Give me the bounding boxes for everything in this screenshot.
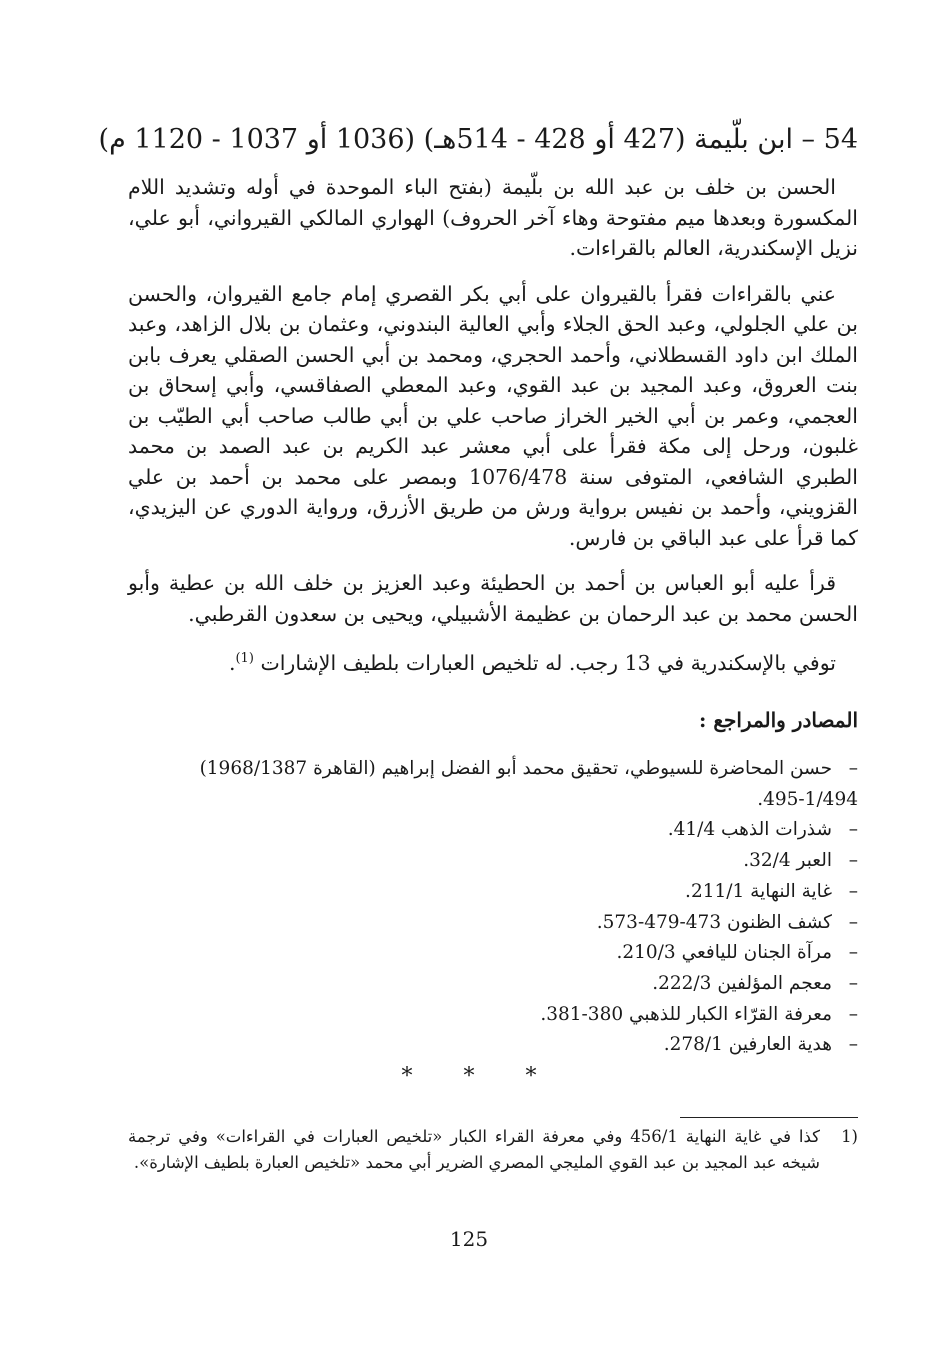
- source-text: العبر 32/4.: [743, 850, 832, 872]
- source-text: كشف الظنون 473-479-573.: [596, 911, 832, 933]
- list-dash: –: [848, 880, 858, 902]
- source-text: معجم المؤلفين 222/3.: [652, 972, 832, 994]
- source-text: شذرات الذهب 41/4.: [667, 819, 832, 841]
- separator-star: *: [463, 1064, 475, 1089]
- paragraph-end-mark: .: [228, 650, 236, 675]
- source-text: معرفة القرّاء الكبار للذهبي 380-381.: [540, 1003, 832, 1025]
- list-dash: –: [848, 972, 858, 994]
- sources-heading: المصادر والمراجع :: [699, 708, 858, 732]
- separator-star: *: [401, 1064, 413, 1089]
- source-text: مرآة الجنان لليافعي 210/3.: [616, 942, 832, 964]
- paragraph-name-and-nisba: الحسن بن خلف بن عبد الله بن بلّيمة (بفتح الباء الموحدة في أوله وتشديد اللام المكسورة وبعدها ميم مفتوحة وهاء آخر الحروف) الهواري المالكي القيرواني، أبو علي، نزيل الإسكندرية، العالم بالقراءات.: [128, 175, 858, 260]
- page-number: 125: [449, 1227, 489, 1251]
- list-dash: –: [848, 1034, 858, 1056]
- footnote-reference[interactable]: (1): [235, 651, 254, 666]
- paragraph-death-and-works: [128, 644, 858, 678]
- source-text: هدية العارفين 278/1.: [663, 1034, 832, 1056]
- list-dash: –: [848, 911, 858, 933]
- source-item: [138, 1030, 858, 1061]
- list-dash: –: [848, 942, 858, 964]
- source-item: [138, 969, 858, 1000]
- section-separator: [0, 1064, 938, 1089]
- paragraph-teachers: عني بالقراءات فقرأ بالقيروان على أبي بكر القصري إمام جامع القيروان، والحسن بن علي الجلولي، وعبد الحق الجلاء وأبي العالية البندوني، وعثمان بن بلال الزاهد، وعبد الملك ابن داود القسطلاني، وأحمد الحجري، ومحمد بن أبي الحسن الصقلي يعرف بابن بنت العروق، وعبد المجيد بن عبد القوي، وعبد المعطي الصفاقسي، وأبي إسحاق بن العجمي، وعمر بن أبي الخير الخراز صاحب علي بن أبي طالب صاحب أبي الطيّب بن غلبون، ورحل إلى مكة فقرأ على أبي معشر عبد الكريم بن عبد الصمد بن محمد الطبري الشافعي، المتوفى سنة 1076/478 وبمصر على محمد بن أحمد بن علي القزويني، وأحمد بن نفيس برواية ورش من طريق الأزرق، ورواية الدوري عن اليزيدي، كما قرأ على عبد الباقي بن فارس.: [128, 281, 858, 550]
- paragraph-students: قرأ عليه أبو العباس بن أحمد بن الحطيئة وعبد العزيز بن خلف الله بن عطية وأبو الحسن محمد بن عبد الرحمان بن عظيمة الأشبيلي، ويحيى بن سعدون القرطبي.: [128, 571, 858, 626]
- list-dash: –: [848, 758, 858, 779]
- list-dash: –: [848, 850, 858, 872]
- list-dash: –: [848, 819, 858, 841]
- footnote: [128, 1124, 858, 1176]
- sources-list: [138, 754, 858, 1061]
- entry-body: [128, 172, 858, 693]
- list-dash: –: [848, 1003, 858, 1025]
- footnote-divider: [680, 1117, 858, 1118]
- death-text: توفي بالإسكندرية في 13 رجب. له تلخيص العبارات بلطيف الإشارات: [260, 650, 836, 675]
- footnote-text: كذا في غاية النهاية 456/1 وفي معرفة القراء الكبار «تلخيص العبارات في القراءات» وفي ترجمة شيخه عبد المجيد بن عبد القوي المليجي المصري الضرير أبي محمد «تلخيص العبارة بلطيف الإشارة».: [128, 1127, 820, 1172]
- source-item: [138, 754, 858, 815]
- source-item: [138, 815, 858, 846]
- source-item: [138, 846, 858, 877]
- footnote-number: 1): [841, 1127, 858, 1146]
- source-text: حسن المحاضرة للسيوطي، تحقيق محمد أبو الفضل إبراهيم (القاهرة 1968/1387) 1/494-495.: [199, 758, 858, 810]
- source-item: [138, 908, 858, 939]
- source-item: [138, 1000, 858, 1031]
- source-item: [138, 877, 858, 908]
- separator-star: *: [525, 1064, 537, 1089]
- entry-heading: 54 – ابن بلّيمة (427 أو 428 - 514هـ) (1036 أو 1037 - 1120 م): [98, 124, 858, 155]
- source-item: [138, 938, 858, 969]
- source-text: غاية النهاية 211/1.: [685, 880, 832, 902]
